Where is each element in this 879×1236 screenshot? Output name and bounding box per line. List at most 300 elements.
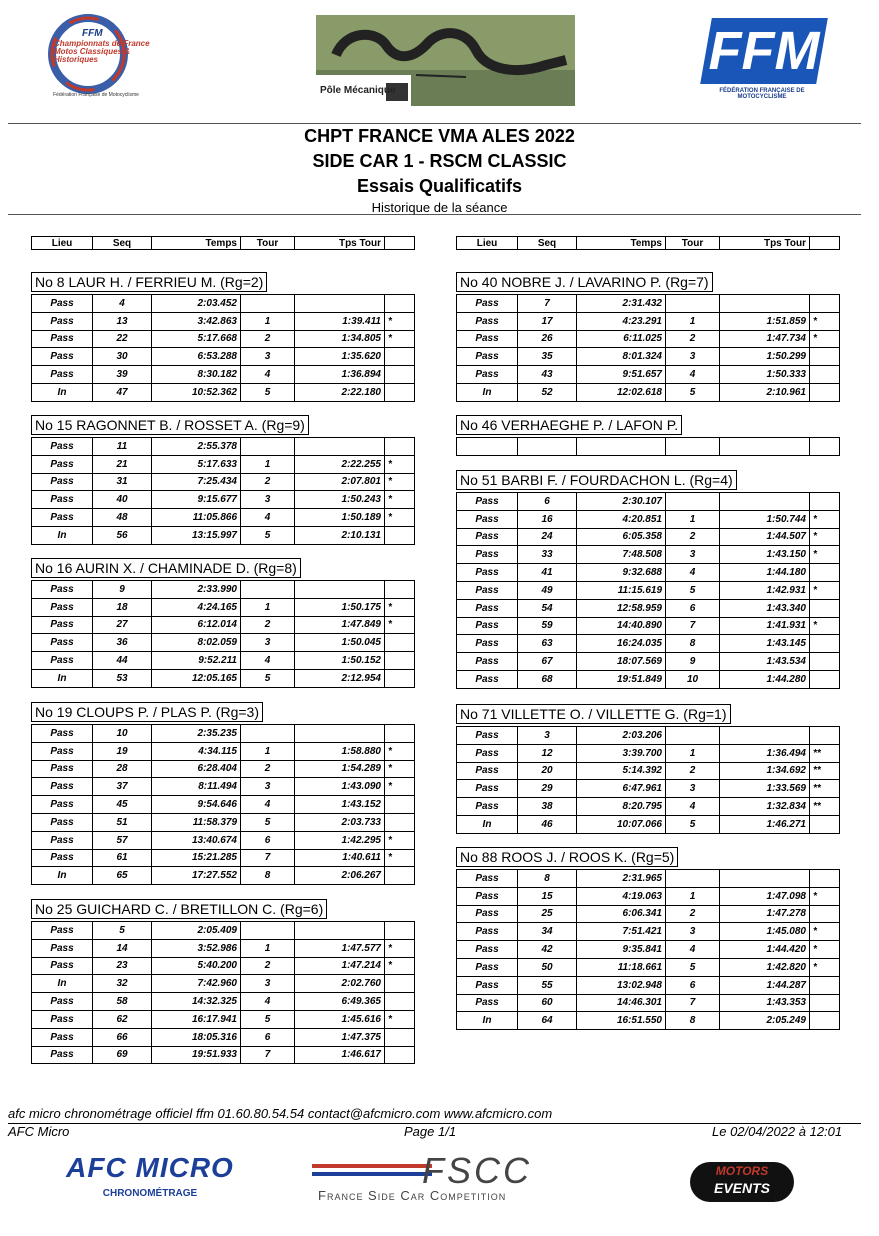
cell-seq: 36 [93,634,152,652]
cell-temps: 5:17.668 [152,330,241,348]
cell-temps: 2:30.107 [577,493,666,511]
cell-best-marker: * [810,510,840,528]
rider-title: No 51 BARBI F. / FOURDACHON L. (Rg=4) [456,470,737,490]
cell-best-marker [385,867,415,885]
cell-tour: 4 [241,366,295,384]
cell-tps-tour: 1:50.175 [295,598,385,616]
cell-tps-tour: 1:50.189 [295,509,385,527]
cell-tour: 6 [666,976,720,994]
table-row [32,742,415,760]
footer-date: Le 02/04/2022 à 12:01 [712,1124,843,1139]
cell-seq [518,438,577,456]
table-row [457,815,840,833]
cell-seq: 56 [93,526,152,544]
cell-tps-tour: 1:50.333 [720,366,810,384]
cell-lieu: Pass [32,616,93,634]
cell-lieu: Pass [32,849,93,867]
rider-title: No 8 LAUR H. / FERRIEU M. (Rg=2) [31,272,267,292]
table-row [457,295,840,313]
cell-tour: 2 [241,330,295,348]
cell-seq: 10 [93,725,152,743]
lap-table [31,921,415,1064]
cell-tour: 4 [241,796,295,814]
cell-seq: 61 [93,849,152,867]
cell-tps-tour: 1:39.411 [295,312,385,330]
cell-lieu: Pass [32,742,93,760]
cell-tour: 7 [666,617,720,635]
cell-tour: 2 [666,905,720,923]
cell-lieu: Pass [32,1010,93,1028]
table-row [457,635,840,653]
cell-tps-tour: 1:45.080 [720,923,810,941]
cell-lieu: Pass [32,598,93,616]
table-row [457,348,840,366]
cell-tps-tour: 2:06.267 [295,867,385,885]
lap-table [31,724,415,885]
cell-temps: 9:52.211 [152,652,241,670]
cell-best-marker [810,366,840,384]
cell-temps: 14:40.890 [577,617,666,635]
cell-best-marker [810,727,840,745]
cell-temps: 13:02.948 [577,976,666,994]
cell-best-marker: * [810,330,840,348]
cell-temps: 2:03.452 [152,295,241,313]
cell-best-marker: * [810,312,840,330]
table-row [32,330,415,348]
table-row [457,330,840,348]
cell-tour: 1 [666,744,720,762]
column-header-tour: Tour [666,237,720,250]
afc-logo-sub: CHRONOMÉTRAGE [102,1188,198,1199]
cell-seq: 9 [93,581,152,599]
table-row [457,762,840,780]
cell-tps-tour: 2:07.801 [295,473,385,491]
cell-best-marker: * [385,455,415,473]
cell-tour: 2 [241,957,295,975]
cell-best-marker: * [385,939,415,957]
cell-temps: 14:46.301 [577,994,666,1012]
cell-tps-tour: 2:10.961 [720,383,810,401]
cell-tps-tour: 1:36.894 [295,366,385,384]
cell-best-marker: * [385,598,415,616]
table-row [457,941,840,959]
lap-table [31,294,415,402]
cell-tour: 3 [241,348,295,366]
cell-temps: 4:19.063 [577,887,666,905]
cell-seq: 14 [93,939,152,957]
table-row [32,1046,415,1064]
cell-seq: 53 [93,669,152,687]
cell-lieu: Pass [32,295,93,313]
table-row [457,546,840,564]
column-header-marker [810,237,840,250]
cell-temps: 4:23.291 [577,312,666,330]
cell-tour [666,438,720,456]
cell-tour [241,922,295,940]
column-header-temps: Temps [152,237,241,250]
cell-lieu: Pass [457,330,518,348]
cell-lieu: Pass [32,957,93,975]
cell-temps: 5:14.392 [577,762,666,780]
cell-tour [666,870,720,888]
cell-tour: 2 [241,473,295,491]
cell-tour: 10 [666,670,720,688]
cell-tps-tour: 1:58.880 [295,742,385,760]
cell-seq: 59 [518,617,577,635]
cell-lieu: Pass [457,312,518,330]
cell-temps: 11:05.866 [152,509,241,527]
cell-tour: 8 [241,867,295,885]
cell-seq: 4 [93,295,152,313]
cell-tour: 4 [666,366,720,384]
cell-tps-tour: 1:47.278 [720,905,810,923]
motors-events-logo [690,1158,794,1208]
cell-temps: 6:28.404 [152,760,241,778]
cell-tps-tour: 1:44.287 [720,976,810,994]
cell-tour: 6 [666,599,720,617]
cell-tour: 2 [241,616,295,634]
cell-tour: 3 [241,778,295,796]
cell-temps: 6:11.025 [577,330,666,348]
cell-seq: 38 [518,798,577,816]
cell-seq: 15 [518,887,577,905]
table-row [32,652,415,670]
rider-title: No 46 VERHAEGHE P. / LAFON P. [456,415,682,435]
cell-tps-tour: 2:03.733 [295,813,385,831]
cell-best-marker [385,652,415,670]
column-header-seq: Seq [518,237,577,250]
cell-lieu: Pass [32,348,93,366]
cell-seq: 11 [93,438,152,456]
column-header-temps: Temps [577,237,666,250]
cell-tps-tour: 1:32.834 [720,798,810,816]
cell-best-marker: * [810,923,840,941]
cell-seq: 24 [518,528,577,546]
cell-best-marker: * [385,616,415,634]
cell-seq: 43 [518,366,577,384]
cell-temps: 8:30.182 [152,366,241,384]
cell-best-marker: * [385,1010,415,1028]
cell-tps-tour: 1:34.805 [295,330,385,348]
cell-lieu: In [32,975,93,993]
cell-seq: 21 [93,455,152,473]
cell-lieu: Pass [32,796,93,814]
table-row [457,581,840,599]
cell-tps-tour: 1:35.620 [295,348,385,366]
cell-lieu: In [32,526,93,544]
cell-seq: 57 [93,831,152,849]
cell-best-marker [810,976,840,994]
cell-best-marker [385,975,415,993]
column-header-tps-tour: Tps Tour [295,237,385,250]
cell-best-marker [385,993,415,1011]
column-header-marker [385,237,415,250]
cell-temps: 7:51.421 [577,923,666,941]
cell-tps-tour: 1:43.353 [720,994,810,1012]
cell-lieu: Pass [32,831,93,849]
cell-seq: 41 [518,564,577,582]
cell-tour [666,295,720,313]
left-logo-text: Championnats de France Motos Classiques & Historiques [54,39,150,64]
cell-seq: 52 [518,383,577,401]
table-row [32,939,415,957]
cell-temps: 12:05.165 [152,669,241,687]
cell-tps-tour: 2:10.131 [295,526,385,544]
cell-lieu: Pass [32,652,93,670]
cell-best-marker [385,922,415,940]
lap-table [456,869,840,1030]
cell-tps-tour: 1:50.152 [295,652,385,670]
cell-seq: 18 [93,598,152,616]
cell-lieu: Pass [457,493,518,511]
cell-tour [666,727,720,745]
cell-seq: 40 [93,491,152,509]
cell-temps: 8:01.324 [577,348,666,366]
lap-table [456,726,840,834]
column-header-tour: Tour [241,237,295,250]
cell-tps-tour [295,922,385,940]
cell-seq: 6 [518,493,577,511]
cell-lieu: Pass [457,887,518,905]
cell-best-marker [810,493,840,511]
lap-table [31,580,415,688]
cell-tps-tour: 1:44.280 [720,670,810,688]
cell-tps-tour [295,438,385,456]
table-row [457,727,840,745]
column-header-tps-tour: Tps Tour [720,237,810,250]
afc-logo-main: AFC MICRO [66,1152,234,1183]
cell-tps-tour: 1:54.289 [295,760,385,778]
cell-tps-tour: 1:47.375 [295,1028,385,1046]
cell-best-marker [810,438,840,456]
table-row [32,760,415,778]
cell-temps: 8:11.494 [152,778,241,796]
cell-tps-tour: 1:46.271 [720,815,810,833]
cell-tour: 3 [241,634,295,652]
table-row [32,993,415,1011]
cell-best-marker [810,1012,840,1030]
cell-seq: 7 [518,295,577,313]
cell-seq: 28 [93,760,152,778]
cell-seq: 48 [93,509,152,527]
cell-temps: 10:07.066 [577,815,666,833]
cell-tour: 1 [241,312,295,330]
cell-lieu: In [457,383,518,401]
cell-temps: 6:47.961 [577,780,666,798]
column-header-lieu: Lieu [32,237,93,250]
cell-seq: 30 [93,348,152,366]
cell-best-marker: * [385,312,415,330]
cell-lieu: Pass [457,976,518,994]
cell-temps: 19:51.933 [152,1046,241,1064]
cell-seq: 29 [518,780,577,798]
cell-tour [666,493,720,511]
cell-temps: 2:31.965 [577,870,666,888]
cell-seq: 54 [518,599,577,617]
cell-lieu: Pass [457,923,518,941]
cell-seq: 5 [93,922,152,940]
cell-temps: 9:51.657 [577,366,666,384]
cell-tps-tour: 1:43.534 [720,653,810,671]
cell-lieu: Pass [457,546,518,564]
fscc-stripe-blue [312,1172,432,1176]
cell-tour: 5 [666,958,720,976]
cell-tour: 4 [666,941,720,959]
table-row [457,905,840,923]
cell-tps-tour [720,727,810,745]
cell-tour: 1 [241,598,295,616]
class-title: SIDE CAR 1 - RSCM CLASSIC [312,151,567,171]
cell-tps-tour: 1:47.734 [720,330,810,348]
cell-best-marker: * [385,849,415,867]
table-row [32,778,415,796]
cell-best-marker [385,813,415,831]
cell-temps: 11:58.379 [152,813,241,831]
cell-temps: 9:35.841 [577,941,666,959]
cell-temps: 11:15.619 [577,581,666,599]
fscc-logo-main: FSCC [422,1150,532,1191]
afc-micro-logo [62,1152,238,1204]
cell-tour [241,295,295,313]
left-logo-caption: Fédération Française de Motocyclisme [53,92,139,98]
table-row [457,887,840,905]
cell-lieu: Pass [32,813,93,831]
footer-page: Page 1/1 [404,1124,457,1139]
cell-temps: 5:17.633 [152,455,241,473]
table-row [457,670,840,688]
cell-tour: 5 [666,815,720,833]
cell-tour: 1 [241,455,295,473]
table-row [32,813,415,831]
cell-tps-tour: 1:43.152 [295,796,385,814]
table-row [32,455,415,473]
table-row [32,348,415,366]
cell-temps: 2:35.235 [152,725,241,743]
cell-lieu: Pass [32,581,93,599]
cell-tour: 3 [241,491,295,509]
cell-tps-tour: 1:33.569 [720,780,810,798]
cell-seq: 42 [518,941,577,959]
table-row [457,994,840,1012]
session-title: Essais Qualificatifs [356,176,523,196]
cell-tour: 3 [241,975,295,993]
cell-tps-tour [720,493,810,511]
header-rule-top [8,123,861,124]
cell-best-marker [385,725,415,743]
table-row [32,867,415,885]
cell-best-marker [385,796,415,814]
cell-seq: 16 [518,510,577,528]
cell-lieu: Pass [32,634,93,652]
right-column-header [456,236,840,250]
cell-lieu: Pass [32,1028,93,1046]
cell-tps-tour: 1:44.507 [720,528,810,546]
cell-lieu: Pass [457,744,518,762]
cell-best-marker [385,634,415,652]
cell-tps-tour: 6:49.365 [295,993,385,1011]
cell-seq: 63 [518,635,577,653]
cell-seq: 33 [518,546,577,564]
rider-title: No 19 CLOUPS P. / PLAS P. (Rg=3) [31,702,263,722]
fscc-logo-sub: France Side Car Competition [318,1188,507,1203]
cell-best-marker [385,348,415,366]
cell-temps: 6:12.014 [152,616,241,634]
cell-best-marker: * [810,887,840,905]
cell-seq: 27 [93,616,152,634]
cell-best-marker [810,994,840,1012]
cell-best-marker: * [810,581,840,599]
cell-seq: 65 [93,867,152,885]
cell-best-marker: * [810,546,840,564]
cell-seq: 35 [518,348,577,366]
cell-tps-tour [720,870,810,888]
cell-tps-tour: 2:22.180 [295,383,385,401]
cell-lieu: Pass [32,1046,93,1064]
cell-lieu: Pass [457,581,518,599]
cell-seq: 8 [518,870,577,888]
cell-seq: 60 [518,994,577,1012]
cell-best-marker [385,526,415,544]
cell-tps-tour: 1:34.692 [720,762,810,780]
cell-seq: 45 [93,796,152,814]
cell-tps-tour: 2:22.255 [295,455,385,473]
cell-best-marker: ** [810,798,840,816]
table-row [32,669,415,687]
cell-seq: 50 [518,958,577,976]
cell-best-marker: * [810,617,840,635]
cell-lieu: Pass [457,780,518,798]
cell-lieu: Pass [32,438,93,456]
cell-tour: 6 [241,831,295,849]
cell-lieu: Pass [457,635,518,653]
cell-temps: 8:20.795 [577,798,666,816]
table-row [457,923,840,941]
cell-tps-tour: 1:43.150 [720,546,810,564]
cell-tour: 5 [666,581,720,599]
table-row [32,725,415,743]
cell-best-marker: * [385,491,415,509]
cell-seq: 22 [93,330,152,348]
cell-temps: 2:03.206 [577,727,666,745]
right-logo-caption: FÉDÉRATION FRANÇAISE DE MOTOCYCLISME [719,88,805,100]
table-row [32,438,415,456]
cell-lieu: In [457,1012,518,1030]
cell-best-marker: ** [810,744,840,762]
cell-temps: 17:27.552 [152,867,241,885]
cell-seq: 17 [518,312,577,330]
cell-seq: 26 [518,330,577,348]
cell-best-marker [385,581,415,599]
event-title: CHPT FRANCE VMA ALES 2022 [304,126,575,146]
cell-best-marker [810,635,840,653]
cell-best-marker [385,383,415,401]
cell-tps-tour: 1:44.420 [720,941,810,959]
cell-tps-tour: 1:47.214 [295,957,385,975]
cell-lieu: Pass [457,528,518,546]
cell-seq: 44 [93,652,152,670]
cell-lieu: Pass [457,653,518,671]
cell-lieu: Pass [32,330,93,348]
cell-lieu: Pass [457,762,518,780]
cell-temps: 12:58.959 [577,599,666,617]
cell-lieu: Pass [457,727,518,745]
cell-temps: 6:06.341 [577,905,666,923]
fscc-stripe-red [312,1164,432,1168]
rider-title: No 40 NOBRE J. / LAVARINO P. (Rg=7) [456,272,713,292]
cell-tps-tour: 1:50.045 [295,634,385,652]
cell-tps-tour: 1:42.931 [720,581,810,599]
fscc-logo [312,1150,606,1208]
